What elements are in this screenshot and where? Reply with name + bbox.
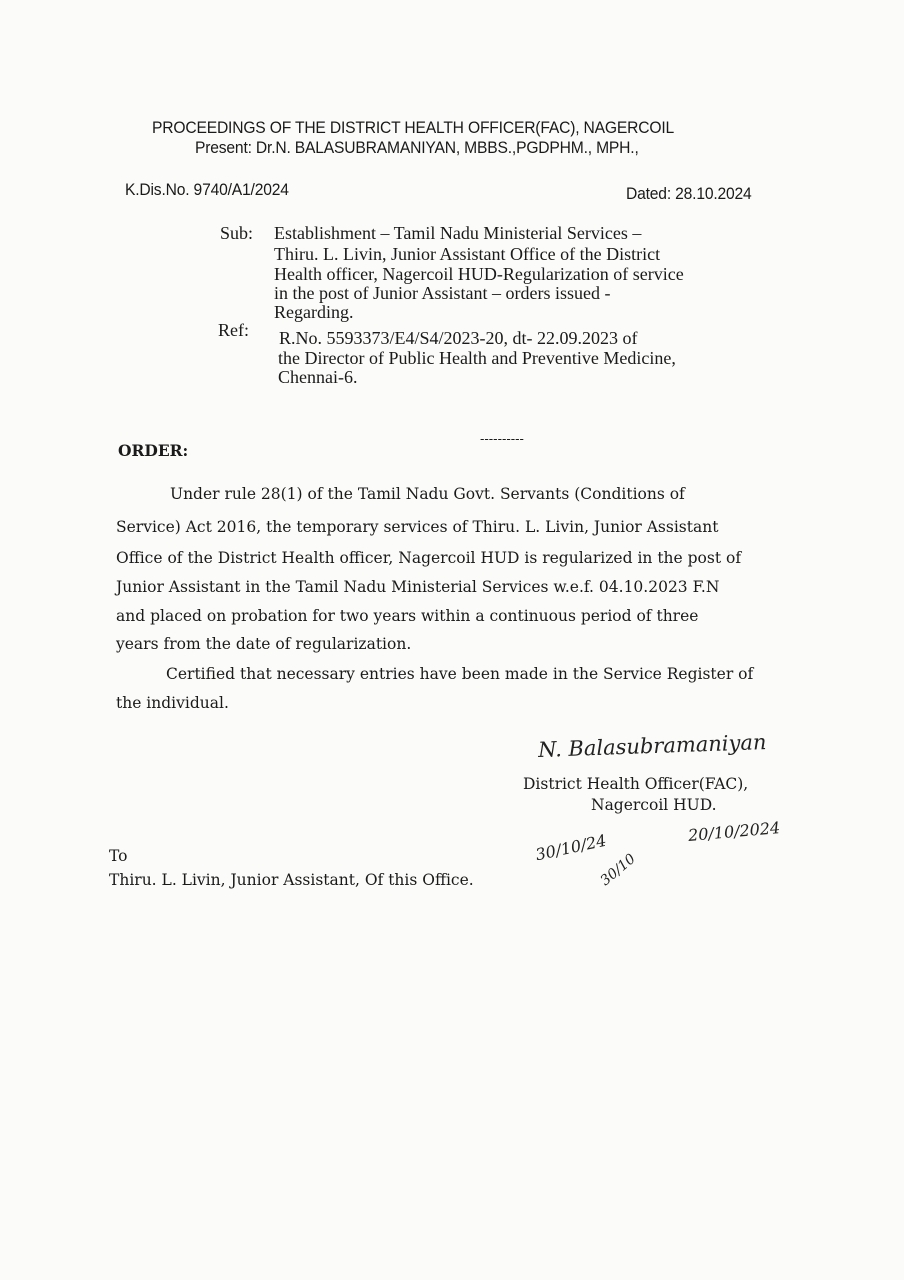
order-line: Junior Assistant in the Tamil Nadu Ministerial Services w.e.f. 04.10.2023 F.N: [116, 578, 720, 596]
reference-line: the Director of Public Health and Preventive Medicine,: [278, 348, 676, 368]
order-line: Certified that necessary entries have been made in the Service Register of: [166, 665, 754, 683]
ref-number: K.Dis.No. 9740/A1/2024: [125, 180, 289, 199]
present-line: Present: Dr.N. BALASUBRAMANIYAN, MBBS.,PGDPHM., MPH.,: [195, 138, 639, 157]
reference-line: Chennai-6.: [278, 367, 358, 387]
signatory-designation: District Health Officer(FAC),: [523, 775, 749, 793]
subject-line: Health officer, Nagercoil HUD-Regularization of service: [274, 264, 684, 284]
date: Dated: 28.10.2024: [626, 184, 752, 203]
document-title: PROCEEDINGS OF THE DISTRICT HEALTH OFFICER(FAC), NAGERCOIL: [152, 118, 675, 137]
order-line: years from the date of regularization.: [116, 635, 412, 653]
subject-line: in the post of Junior Assistant – orders issued -: [274, 283, 611, 303]
separator: ----------: [480, 432, 524, 447]
order-line: Service) Act 2016, the temporary services of Thiru. L. Livin, Junior Assistant: [116, 518, 719, 536]
order-line: and placed on probation for two years within a continuous period of three: [116, 607, 699, 625]
order-heading: ORDER:: [118, 441, 189, 460]
handwritten-annotation: 30/10/24: [533, 830, 609, 865]
signatory-office: Nagercoil HUD.: [591, 796, 717, 814]
reference-line: R.No. 5593373/E4/S4/2023-20, dt- 22.09.2023 of: [279, 328, 638, 348]
subject-line: Thiru. L. Livin, Junior Assistant Office of the District: [274, 244, 661, 264]
handwritten-annotation: 30/10: [597, 850, 639, 890]
subject-line: Regarding.: [274, 302, 354, 322]
order-line: the individual.: [116, 694, 229, 712]
handwritten-signature: N. Balasubramaniyan: [537, 730, 767, 762]
order-line: Under rule 28(1) of the Tamil Nadu Govt. Servants (Conditions of: [170, 485, 685, 503]
recipient: Thiru. L. Livin, Junior Assistant, Of this Office.: [109, 871, 474, 889]
reference-label: Ref:: [218, 320, 249, 340]
handwritten-annotation: 20/10/2024: [687, 818, 781, 845]
subject-line: Establishment – Tamil Nadu Ministerial Services –: [274, 223, 642, 243]
to-label: To: [109, 847, 128, 865]
subject-label: Sub:: [220, 223, 254, 243]
order-line: Office of the District Health officer, Nagercoil HUD is regularized in the post of: [116, 549, 742, 567]
